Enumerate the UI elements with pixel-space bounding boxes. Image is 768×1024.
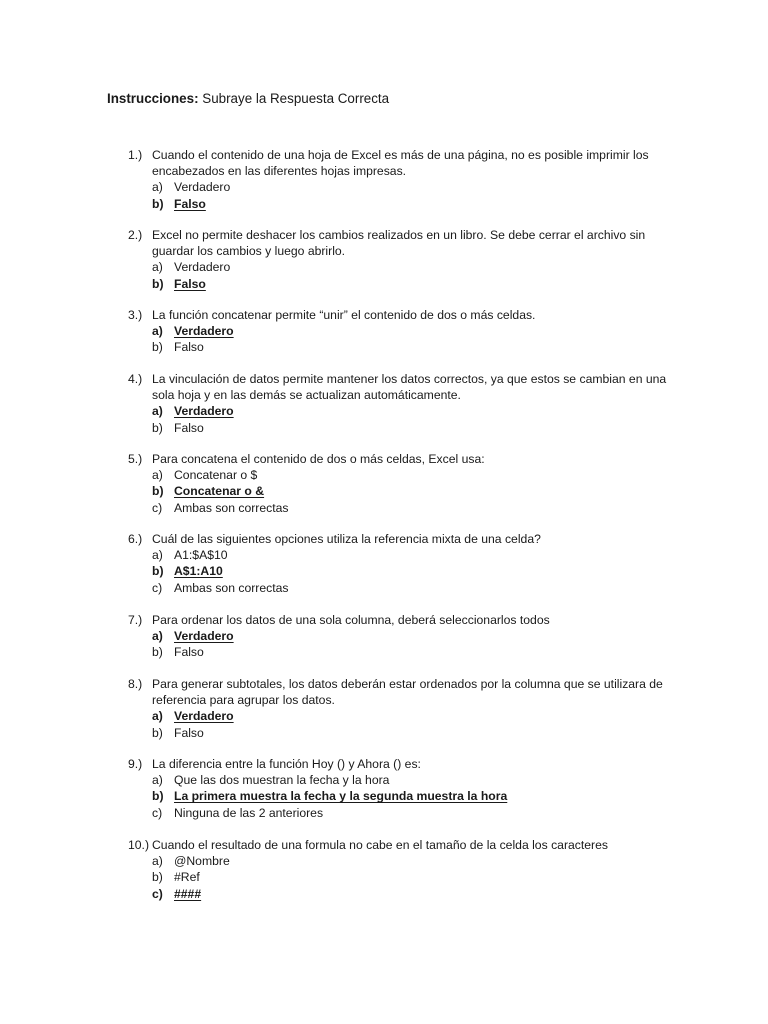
answer-option bbox=[152, 179, 768, 195]
answer-option bbox=[152, 869, 768, 885]
option-text: Falso bbox=[174, 645, 204, 660]
question-number: 9.) bbox=[128, 757, 143, 771]
question-item bbox=[0, 612, 768, 661]
question-number: 7.) bbox=[128, 613, 143, 627]
option-text: #### bbox=[174, 886, 202, 901]
instructions-label: Instrucciones: bbox=[107, 91, 199, 106]
answer-option bbox=[152, 725, 768, 741]
option-letter: a) bbox=[152, 404, 163, 419]
option-letter: a) bbox=[152, 629, 163, 644]
option-letter: a) bbox=[152, 854, 163, 869]
option-letter: b) bbox=[152, 340, 163, 355]
question-number: 6.) bbox=[128, 532, 143, 546]
option-text: Falso bbox=[174, 340, 204, 355]
option-letter: b) bbox=[152, 645, 163, 660]
option-text: Concatenar o $ bbox=[174, 468, 258, 483]
option-letter: a) bbox=[152, 180, 163, 195]
option-text: Verdadero bbox=[174, 180, 231, 195]
option-letter: b) bbox=[152, 789, 164, 804]
option-text: Falso bbox=[174, 276, 206, 291]
answer-option bbox=[152, 580, 768, 596]
option-letter: a) bbox=[152, 773, 163, 788]
answer-option-correct bbox=[152, 563, 768, 579]
answer-option bbox=[152, 853, 768, 869]
option-text: @Nombre bbox=[174, 854, 230, 869]
question-item bbox=[0, 837, 768, 902]
option-text: Falso bbox=[174, 196, 206, 211]
option-letter: c) bbox=[152, 500, 163, 515]
option-text: Ambas son correctas bbox=[174, 580, 289, 595]
question-text: Para ordenar los datos de una sola columna, deberá seleccionarlos todos bbox=[152, 613, 550, 627]
question-item bbox=[0, 227, 768, 292]
question-text: Para concatena el contenido de dos o más celdas, Excel usa: bbox=[152, 452, 485, 466]
option-letter: c) bbox=[152, 886, 163, 901]
option-text: Verdadero bbox=[174, 324, 234, 339]
answer-option-correct bbox=[152, 276, 768, 292]
option-letter: a) bbox=[152, 548, 163, 563]
option-letter: b) bbox=[152, 420, 163, 435]
answer-option bbox=[152, 339, 768, 355]
option-letter: a) bbox=[152, 260, 163, 275]
option-text: Verdadero bbox=[174, 709, 234, 724]
option-text: La primera muestra la fecha y la segunda muestra la hora bbox=[174, 789, 508, 804]
option-text: Falso bbox=[174, 420, 204, 435]
option-text: Verdadero bbox=[174, 260, 231, 275]
answer-option-correct bbox=[152, 483, 768, 499]
option-text: Que las dos muestran la fecha y la hora bbox=[174, 773, 390, 788]
option-letter: b) bbox=[152, 196, 164, 211]
question-text: Cuando el contenido de una hoja de Excel es más de una página, no es posible imprimir los encabezados en las diferentes hojas impresas. bbox=[152, 148, 649, 179]
answer-option bbox=[152, 547, 768, 563]
option-letter: b) bbox=[152, 564, 164, 579]
option-letter: b) bbox=[152, 725, 163, 740]
option-letter: b) bbox=[152, 484, 164, 499]
answer-option-correct bbox=[152, 323, 768, 339]
answer-option bbox=[152, 500, 768, 516]
answer-option bbox=[152, 467, 768, 483]
question-number: 4.) bbox=[128, 372, 143, 386]
question-text: Cuando el resultado de una formula no cabe en el tamaño de la celda los caracteres bbox=[152, 838, 608, 852]
answer-option-correct bbox=[152, 403, 768, 419]
question-number: 5.) bbox=[128, 452, 143, 466]
question-item bbox=[0, 676, 768, 741]
question-item bbox=[0, 371, 768, 436]
option-text: A$1:A10 bbox=[174, 564, 223, 579]
instructions-text: Subraye la Respuesta Correcta bbox=[202, 91, 390, 106]
option-text: Verdadero bbox=[174, 404, 234, 419]
option-text: Falso bbox=[174, 725, 204, 740]
option-letter: c) bbox=[152, 580, 163, 595]
answer-option bbox=[152, 420, 768, 436]
question-item bbox=[0, 451, 768, 516]
answer-option bbox=[152, 805, 768, 821]
option-letter: a) bbox=[152, 709, 163, 724]
question-item bbox=[0, 531, 768, 596]
answer-option-correct bbox=[152, 628, 768, 644]
question-text: Excel no permite deshacer los cambios realizados en un libro. Se debe cerrar el archivo sin guardar los cambios y luego abrirlo. bbox=[152, 228, 646, 259]
question-item bbox=[0, 756, 768, 821]
answer-option bbox=[152, 772, 768, 788]
question-text: La vinculación de datos permite mantener los datos correctos, ya que estos se cambian en una sola hoja y en las demás se actualizan automáticamente. bbox=[152, 372, 667, 403]
question-number: 1.) bbox=[128, 148, 143, 162]
option-text: Ambas son correctas bbox=[174, 500, 289, 515]
option-letter: a) bbox=[152, 468, 163, 483]
option-letter: a) bbox=[152, 324, 163, 339]
option-text: Ninguna de las 2 anteriores bbox=[174, 805, 324, 820]
answer-option bbox=[152, 259, 768, 275]
option-letter: b) bbox=[152, 870, 163, 885]
answer-option-correct bbox=[152, 788, 768, 804]
question-number: 8.) bbox=[128, 677, 143, 691]
answer-option bbox=[152, 644, 768, 660]
question-number: 2.) bbox=[128, 228, 143, 242]
option-text: A1:$A$10 bbox=[174, 548, 228, 563]
answer-option-correct bbox=[152, 886, 768, 902]
question-number: 3.) bbox=[128, 308, 143, 322]
option-text: Concatenar o & bbox=[174, 484, 265, 499]
question-item bbox=[0, 307, 768, 356]
question-text: Para generar subtotales, los datos deberán estar ordenados por la columna que se utilizara de referencia para agrupar los datos. bbox=[152, 677, 663, 708]
option-text: Verdadero bbox=[174, 629, 234, 644]
option-text: #Ref bbox=[174, 870, 200, 885]
instructions-heading bbox=[107, 91, 389, 106]
question-item bbox=[0, 147, 768, 212]
question-text: La diferencia entre la función Hoy () y Ahora () es: bbox=[152, 757, 421, 771]
option-letter: b) bbox=[152, 276, 164, 291]
question-text: La función concatenar permite “unir” el contenido de dos o más celdas. bbox=[152, 308, 536, 322]
answer-option-correct bbox=[152, 708, 768, 724]
answer-option-correct bbox=[152, 196, 768, 212]
option-letter: c) bbox=[152, 805, 163, 820]
question-number: 10.) bbox=[128, 838, 150, 852]
question-text: Cuál de las siguientes opciones utiliza la referencia mixta de una celda? bbox=[152, 532, 541, 546]
